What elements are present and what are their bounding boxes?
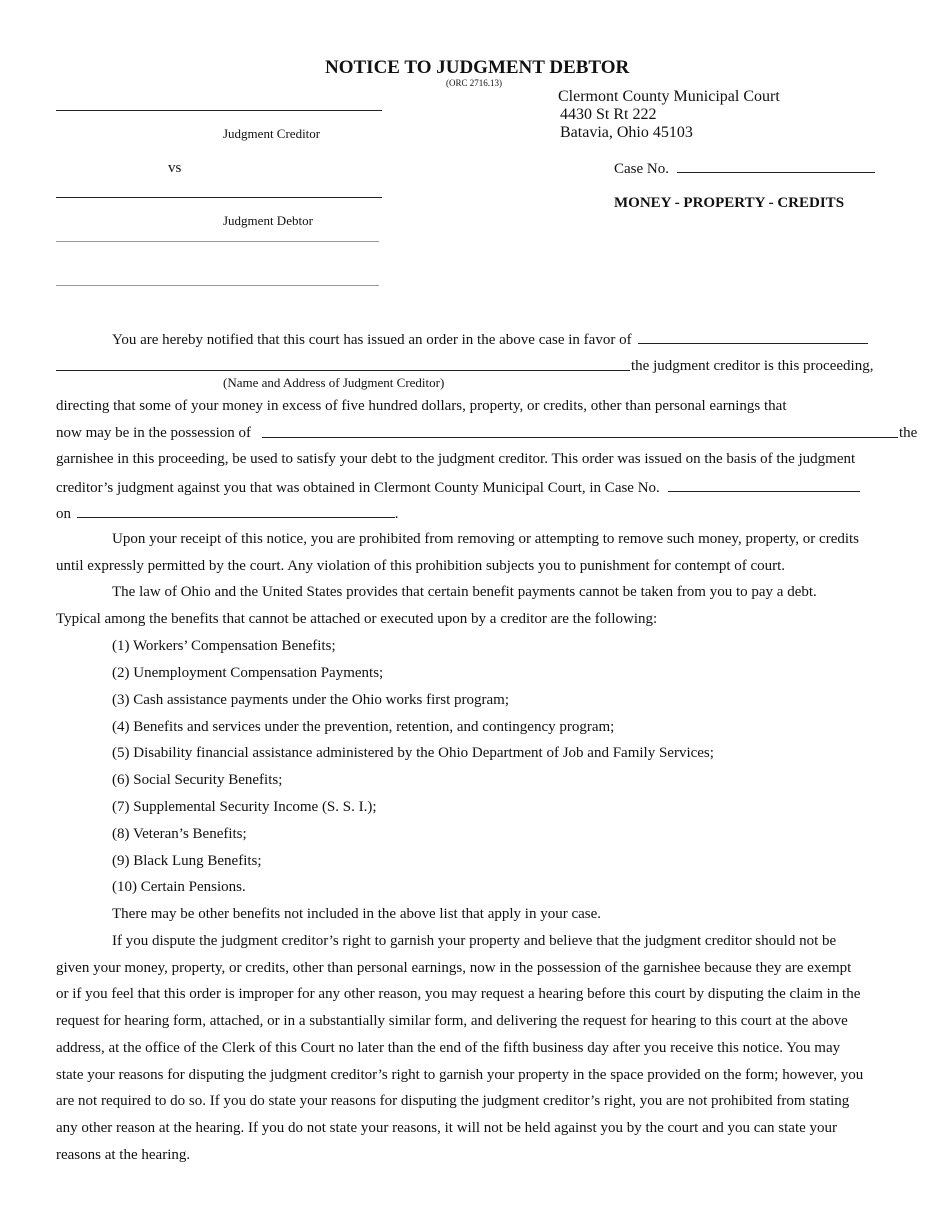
notice-line-3: directing that some of your money in excess of five hundred dollars, property, or credits, other than personal earnings that [56,398,787,414]
notice-line-7-head: on [56,506,71,522]
benefit-item: (10) Certain Pensions. [112,879,246,895]
case-number-label: Case No. [614,161,669,177]
hearing-paragraph-line: If you dispute the judgment creditor’s right to garnish your property and believe that the judgment creditor should not be [112,933,837,949]
benefit-item: (3) Cash assistance payments under the Ohio works first program; [112,692,509,708]
prior-case-number-blank[interactable] [668,479,860,492]
court-street: 4430 St Rt 222 [560,106,657,123]
hearing-paragraph-line: state your reasons for disputing the judgment creditor’s right to garnish your property in the space provided on the form; however, you [56,1067,864,1083]
court-city: Batavia, Ohio 45103 [560,124,693,141]
benefit-item: (9) Black Lung Benefits; [112,853,262,869]
benefit-item: (1) Workers’ Compensation Benefits; [112,638,336,654]
judgment-debtor-label: Judgment Debtor [223,213,313,228]
hearing-paragraph-line: given your money, property, or credits, other than personal earnings, now in the possession of the garnishee because they are exempt [56,960,852,976]
notice-line-5: garnishee in this proceeding, be used to satisfy your debt to the judgment creditor. This order was issued on the basis of the judgment [56,451,856,467]
garnishee-name-blank[interactable] [262,437,898,438]
other-benefits-note: There may be other benefits not included in the above list that apply in your case. [112,906,602,922]
benefit-item: (5) Disability financial assistance administered by the Ohio Department of Job and Family Services; [112,745,714,761]
debtor-address-line-2[interactable] [56,285,379,286]
versus-label: vs [168,160,182,176]
notice-text: You are hereby notified that this court has issued an order in the above case in favor of [112,332,632,348]
section-heading: MONEY - PROPERTY - CREDITS [614,195,845,211]
judgment-creditor-line[interactable] [56,110,382,111]
notice-line-6-text: creditor’s judgment against you that was obtained in Clermont County Municipal Court, in Case No. [56,480,660,496]
exemption-intro-line-1: The law of Ohio and the United States provides that certain benefit payments cannot be taken from you to pay a debt. [112,584,817,600]
notice-line-4-tail: the [899,425,918,441]
hearing-paragraph-line: address, at the office of the Clerk of this Court no later than the end of the fifth business day after you receive this notice. You may [56,1040,841,1056]
creditor-favor-blank[interactable] [638,331,868,344]
creditor-name-address-blank[interactable] [56,370,630,371]
court-name: Clermont County Municipal Court [558,88,780,105]
exemption-intro-line-2: Typical among the benefits that cannot be attached or executed upon by a creditor are the following: [56,611,658,627]
benefit-item: (4) Benefits and services under the prevention, retention, and contingency program; [112,719,615,735]
benefit-item: (8) Veteran’s Benefits; [112,826,247,842]
creditor-caption: (Name and Address of Judgment Creditor) [223,375,445,390]
judgment-date-blank[interactable] [77,505,395,518]
notice-line-7-tail: . [394,506,399,522]
notice-line-7 [56,505,399,523]
statute-reference: (ORC 2716.13) [446,78,502,88]
notice-line-6 [56,479,860,497]
notice-line-2-tail: the judgment creditor is this proceeding, [631,358,874,374]
hearing-paragraph-line: are not required to do so. If you do state your reasons for disputing the judgment creditor’s right, you are not prohibited from stating [56,1093,850,1109]
benefit-item: (7) Supplemental Security Income (S. S. I.); [112,799,377,815]
judgment-debtor-line[interactable] [56,197,382,198]
judgment-creditor-label: Judgment Creditor [223,126,321,141]
prohibition-line-1: Upon your receipt of this notice, you are prohibited from removing or attempting to remove such money, property, or credits [112,531,860,547]
page-title: NOTICE TO JUDGMENT DEBTOR [325,57,630,78]
case-number-blank[interactable] [677,160,875,173]
notice-line-4-head: now may be in the possession of [56,425,251,441]
hearing-paragraph-line: any other reason at the hearing. If you do not state your reasons, it will not be held against you by the court and you can state your [56,1120,838,1136]
hearing-paragraph-line: request for hearing form, attached, or in a substantially similar form, and delivering the request for hearing to this court at the above [56,1013,848,1029]
notice-line-1 [112,331,868,349]
benefit-item: (2) Unemployment Compensation Payments; [112,665,384,681]
hearing-paragraph-line: or if you feel that this order is improper for any other reason, you may request a hearing before this court by disputing the claim in the [56,986,861,1002]
case-number-field [614,160,875,178]
debtor-address-line-1[interactable] [56,241,379,242]
benefit-item: (6) Social Security Benefits; [112,772,283,788]
hearing-paragraph-line: reasons at the hearing. [56,1147,191,1163]
prohibition-line-2: until expressly permitted by the court. Any violation of this prohibition subjects you to punishment for contempt of court. [56,558,786,574]
